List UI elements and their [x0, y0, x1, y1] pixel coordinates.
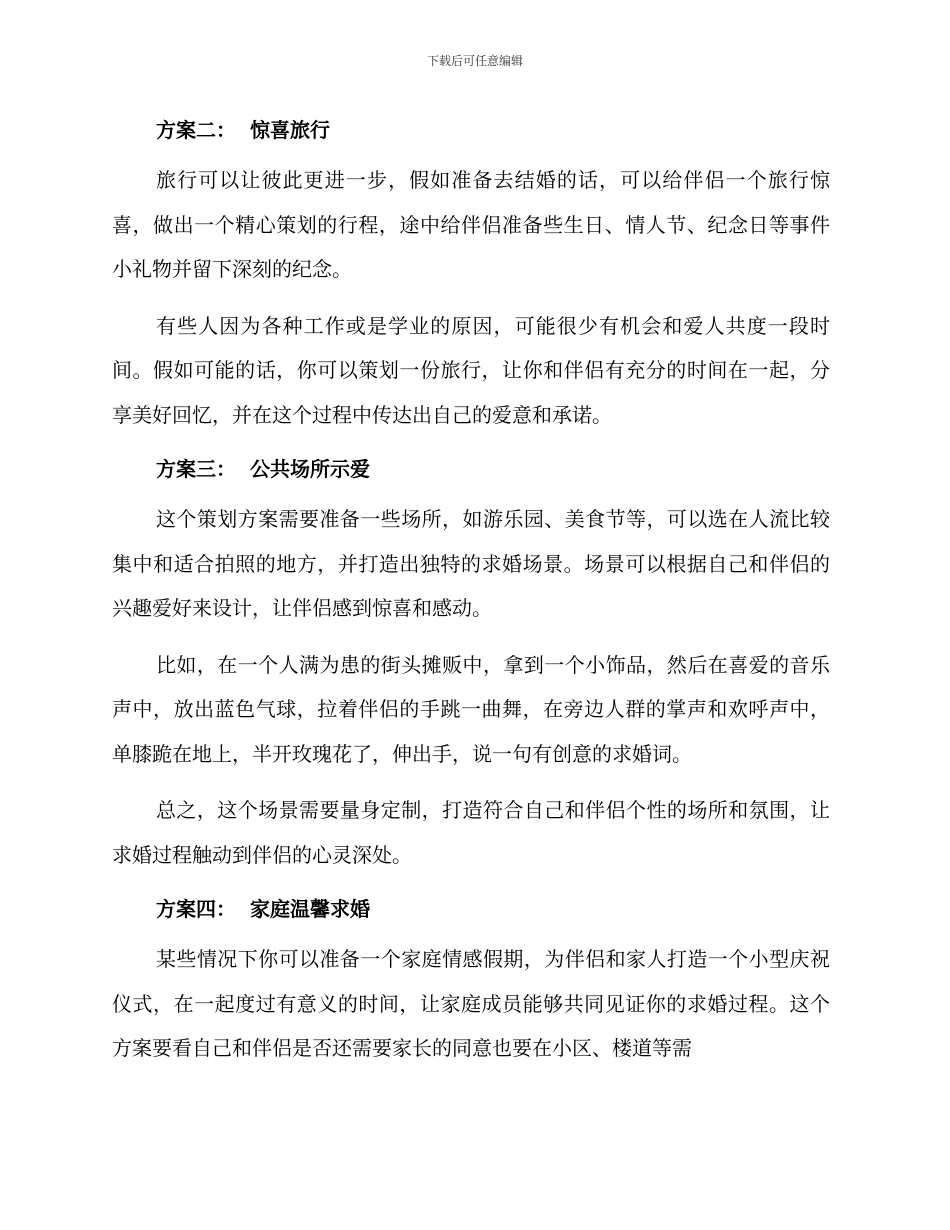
document-body	[112, 112, 830, 1071]
section-heading-plan-3	[112, 451, 830, 487]
heading-title: 公共场所示爱	[250, 457, 370, 481]
page-header: 下载后可任意编辑	[426, 54, 523, 68]
heading-label: 方案四：	[156, 897, 236, 921]
section-heading-plan-4	[112, 891, 830, 927]
paragraph: 比如，在一个人满为患的街头摊贩中，拿到一个小饰品，然后在喜爱的音乐声中，放出蓝色气球，拉着伴侣的手跳一曲舞，在旁边人群的掌声和欢呼声中，单膝跪在地上，半开玫瑰花了，伸出手，说一句有创意的求婚词。	[112, 652, 830, 766]
heading-title: 惊喜旅行	[250, 118, 330, 142]
heading-title: 家庭温馨求婚	[250, 897, 370, 921]
heading-label: 方案二：	[156, 118, 236, 142]
paragraph: 某些情况下你可以准备一个家庭情感假期，为伴侣和家人打造一个小型庆祝仪式，在一起度过有意义的时间，让家庭成员能够共同见证你的求婚过程。这个方案要看自己和伴侣是否还需要家长的同意也要在小区、楼道等需	[112, 947, 830, 1060]
paragraph: 旅行可以让彼此更进一步，假如准备去结婚的话，可以给伴侣一个旅行惊喜，做出一个精心策划的行程，途中给伴侣准备些生日、情人节、纪念日等事件小礼物并留下深刻的纪念。	[112, 168, 830, 281]
paragraph: 总之，这个场景需要量身定制，打造符合自己和伴侣个性的场所和氛围，让求婚过程触动到伴侣的心灵深处。	[112, 798, 830, 867]
section-heading-plan-2	[112, 112, 830, 148]
heading-label: 方案三：	[156, 457, 236, 481]
paragraph: 这个策划方案需要准备一些场所，如游乐园、美食节等，可以选在人流比较集中和适合拍照的地方，并打造出独特的求婚场景。场景可以根据自己和伴侣的兴趣爱好来设计，让伴侣感到惊喜和感动。	[112, 507, 830, 620]
paragraph: 有些人因为各种工作或是学业的原因，可能很少有机会和爱人共度一段时间。假如可能的话，你可以策划一份旅行，让你和伴侣有充分的时间在一起，分享美好回忆，并在这个过程中传达出自己的爱意和承诺。	[112, 313, 830, 427]
